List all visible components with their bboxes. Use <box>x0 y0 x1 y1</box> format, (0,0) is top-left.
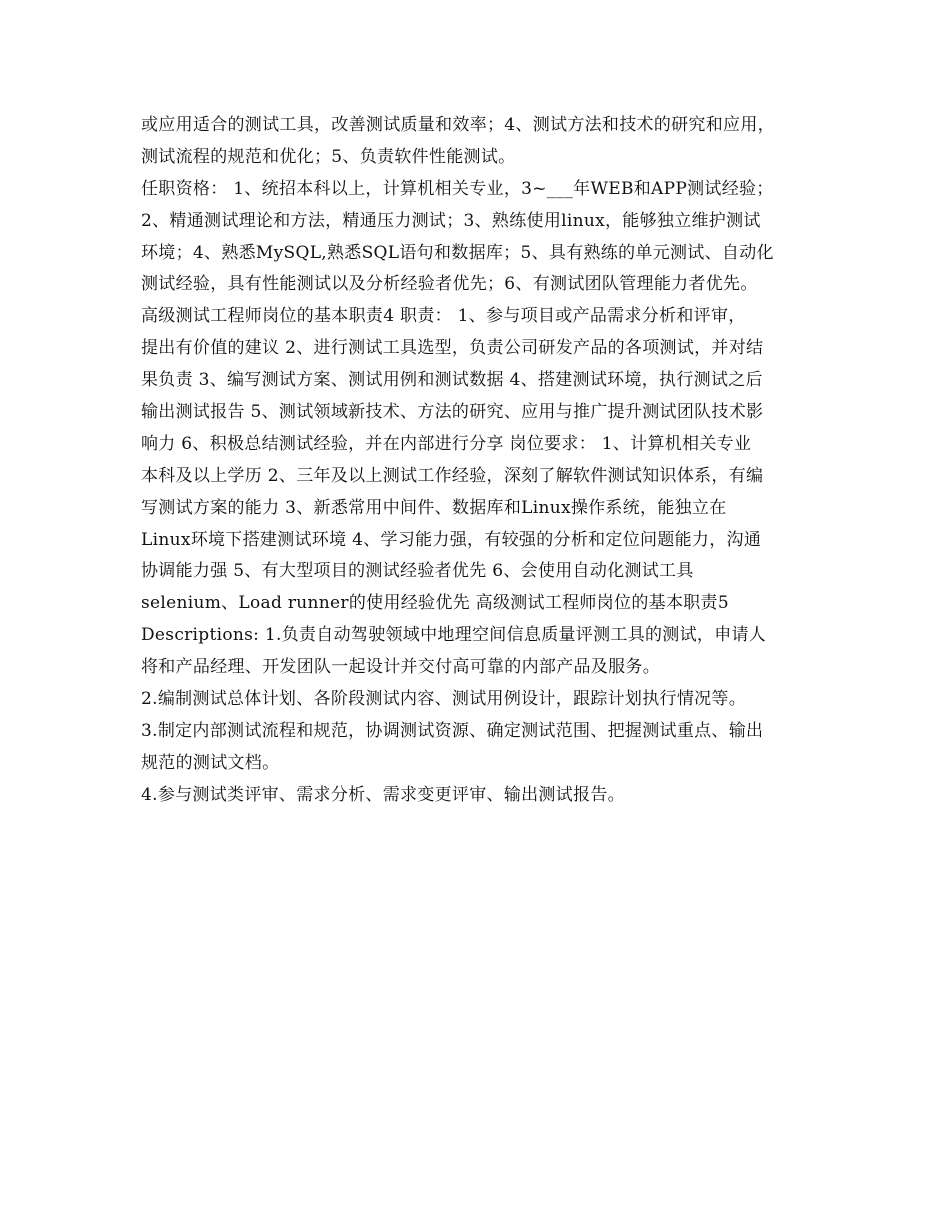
text-line: 协调能力强 5、有大型项目的测试经验者优先 6、会使用自动化测试工具 <box>141 561 694 582</box>
text-line: 高级测试工程师岗位的基本职责4 职责： 1、参与项目或产品需求分析和评审， <box>141 306 746 327</box>
text-line: 果负责 3、编写测试方案、测试用例和测试数据 4、搭建测试环境，执行测试之后 <box>141 370 763 391</box>
text-line: 环境；4、熟悉MySQL,熟悉SQL语句和数据库；5、具有熟练的单元测试、自动化 <box>141 242 774 263</box>
text-line: 输出测试报告 5、测试领域新技术、方法的研究、应用与推广提升测试团队技术影 <box>141 402 764 423</box>
text-line: 测试流程的规范和优化；5、负责软件性能测试。 <box>141 146 516 167</box>
text-line: 提出有价值的建议 2、进行测试工具选型，负责公司研发产品的各项测试，并对结 <box>141 338 764 359</box>
text-line: selenium、Load runner的使用经验优先 高级测试工程师岗位的基本职责5 <box>141 593 729 614</box>
text-line: 2.编制测试总体计划、各阶段测试内容、测试用例设计，跟踪计划执行情况等。 <box>141 689 747 710</box>
text-line: 任职资格： 1、统招本科以上，计算机相关专业，3~___年WEB和APP测试经验； <box>141 178 774 199</box>
text-line: 测试经验，具有性能测试以及分析经验者优先；6、有测试团队管理能力者优先。 <box>141 274 758 295</box>
text-line: 响力 6、积极总结测试经验，并在内部进行分享 岗位要求： 1、计算机相关专业 <box>141 433 752 454</box>
text-line: Descriptions: 1.负责自动驾驶领域中地理空间信息质量评测工具的测试，申请人 <box>141 625 767 646</box>
text-line: Linux环境下搭建测试环境 4、学习能力强，有较强的分析和定位问题能力，沟通 <box>141 529 762 550</box>
text-line: 规范的测试文档。 <box>141 752 280 773</box>
text-line: 本科及以上学历 2、三年及以上测试工作经验，深刻了解软件测试知识体系，有编 <box>141 465 764 486</box>
text-line: 2、精通测试理论和方法，精通压力测试；3、熟练使用linux，能够独立维护测试 <box>141 210 761 231</box>
text-line: 写测试方案的能力 3、新悉常用中间件、数据库和Linux操作系统，能独立在 <box>141 497 727 518</box>
text-line: 3.制定内部测试流程和规范，协调测试资源、确定测试范围、把握测试重点、输出 <box>141 720 764 741</box>
document-body <box>141 110 813 812</box>
text-line: 4.参与测试类评审、需求分析、需求变更评审、输出测试报告。 <box>141 784 625 805</box>
text-line: 或应用适合的测试工具，改善测试质量和效率；4、测试方法和技术的研究和应用， <box>141 115 775 135</box>
text-line: 将和产品经理、开发团队一起设计并交付高可靠的内部产品及服务。 <box>141 657 660 678</box>
